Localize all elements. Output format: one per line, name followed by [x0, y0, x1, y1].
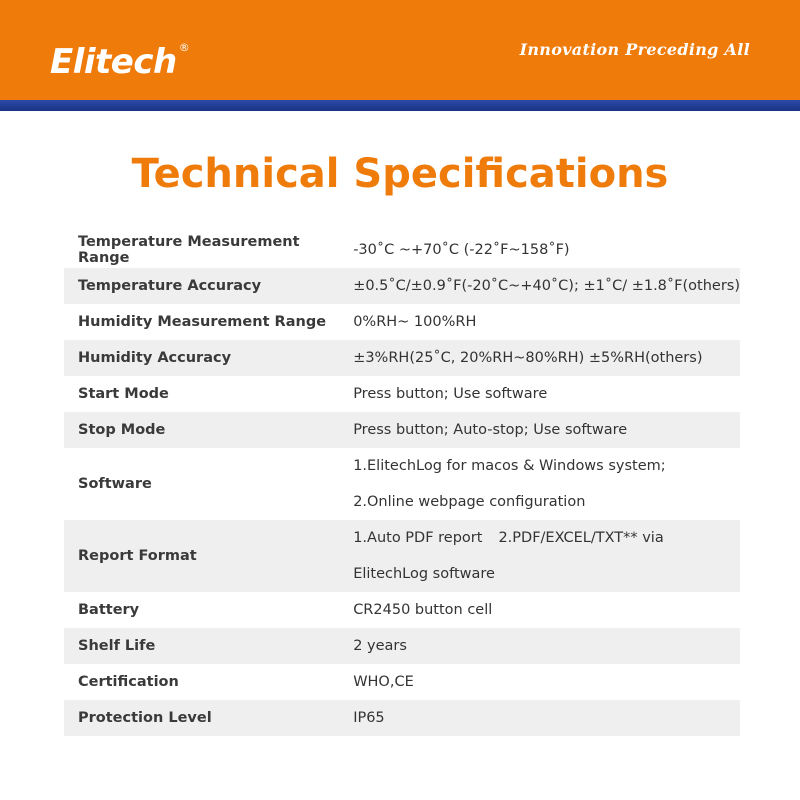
- table-row: [64, 592, 740, 628]
- spec-value: [343, 628, 740, 664]
- registered-mark: ®: [178, 41, 190, 54]
- spec-value-line: 2 years: [353, 638, 407, 654]
- spec-label: Report Format: [64, 520, 343, 592]
- spec-value-line: Press button; Auto-stop; Use software: [353, 422, 628, 438]
- spec-value: [343, 700, 740, 736]
- spec-value-line: IP65: [353, 710, 385, 726]
- spec-value: [343, 664, 740, 700]
- brand-name: Elitech: [50, 42, 177, 82]
- spec-value-line: WHO,CE: [353, 674, 414, 690]
- spec-label: Temperature Accuracy: [64, 268, 343, 304]
- spec-value-line: 2.Online webpage configuration: [353, 494, 586, 510]
- spec-value: [343, 376, 740, 412]
- spec-value-line: Press button; Use software: [353, 386, 548, 402]
- spec-value-line: -30˚C ~+70˚C (-22˚F~158˚F): [353, 242, 570, 258]
- table-row: [64, 304, 740, 340]
- spec-value-part: 2.PDF/EXCEL/TXT** via: [498, 530, 664, 546]
- header-stripe: [0, 100, 800, 111]
- table-row: [64, 412, 740, 448]
- spec-value: [343, 340, 740, 376]
- spec-value: [343, 448, 740, 520]
- spec-value-line: CR2450 button cell: [353, 602, 493, 618]
- table-row: [64, 520, 740, 592]
- spec-label: Humidity Measurement Range: [78, 314, 327, 330]
- table-row: [64, 232, 740, 268]
- spec-value: [343, 232, 740, 268]
- brand-logo: [50, 26, 189, 84]
- table-row: [64, 664, 740, 700]
- spec-label: Shelf Life: [64, 628, 343, 664]
- spec-value-line: 1.ElitechLog for macos & Windows system;: [353, 458, 666, 474]
- spec-value: [343, 412, 740, 448]
- spec-label: Certification: [78, 674, 179, 690]
- spec-value: [343, 520, 740, 592]
- spec-value-line: ElitechLog software: [353, 566, 495, 582]
- spec-label: Software: [78, 476, 152, 492]
- spec-label: Humidity Accuracy: [64, 340, 343, 376]
- table-row: [64, 628, 740, 664]
- spec-table: [64, 232, 740, 736]
- spec-value: [343, 268, 740, 304]
- spec-value: [343, 592, 740, 628]
- table-row: [64, 268, 740, 304]
- table-row: [64, 340, 740, 376]
- table-row: [64, 448, 740, 520]
- table-row: [64, 700, 740, 736]
- spec-label: Start Mode: [78, 386, 169, 402]
- spec-value: [343, 304, 740, 340]
- spec-label: Temperature Measurement Range: [78, 234, 300, 266]
- spec-value-line: 0%RH~ 100%RH: [353, 314, 477, 330]
- spec-label: Battery: [78, 602, 140, 618]
- spec-value-part: 1.Auto PDF report: [353, 530, 483, 546]
- spec-label: Protection Level: [64, 700, 343, 736]
- page-title: Technical Specifications: [131, 151, 669, 197]
- header-bar: [0, 0, 800, 100]
- spec-value-line: [353, 520, 740, 556]
- spec-value-line: ±3%RH(25˚C, 20%RH~80%RH) ±5%RH(others): [353, 350, 703, 366]
- spec-label: Stop Mode: [64, 412, 343, 448]
- table-row: [64, 376, 740, 412]
- brand-slogan: Innovation Preceding All: [519, 40, 750, 59]
- spec-value-line: ±0.5˚C/±0.9˚F(-20˚C~+40˚C); ±1˚C/ ±1.8˚F(others): [353, 278, 740, 294]
